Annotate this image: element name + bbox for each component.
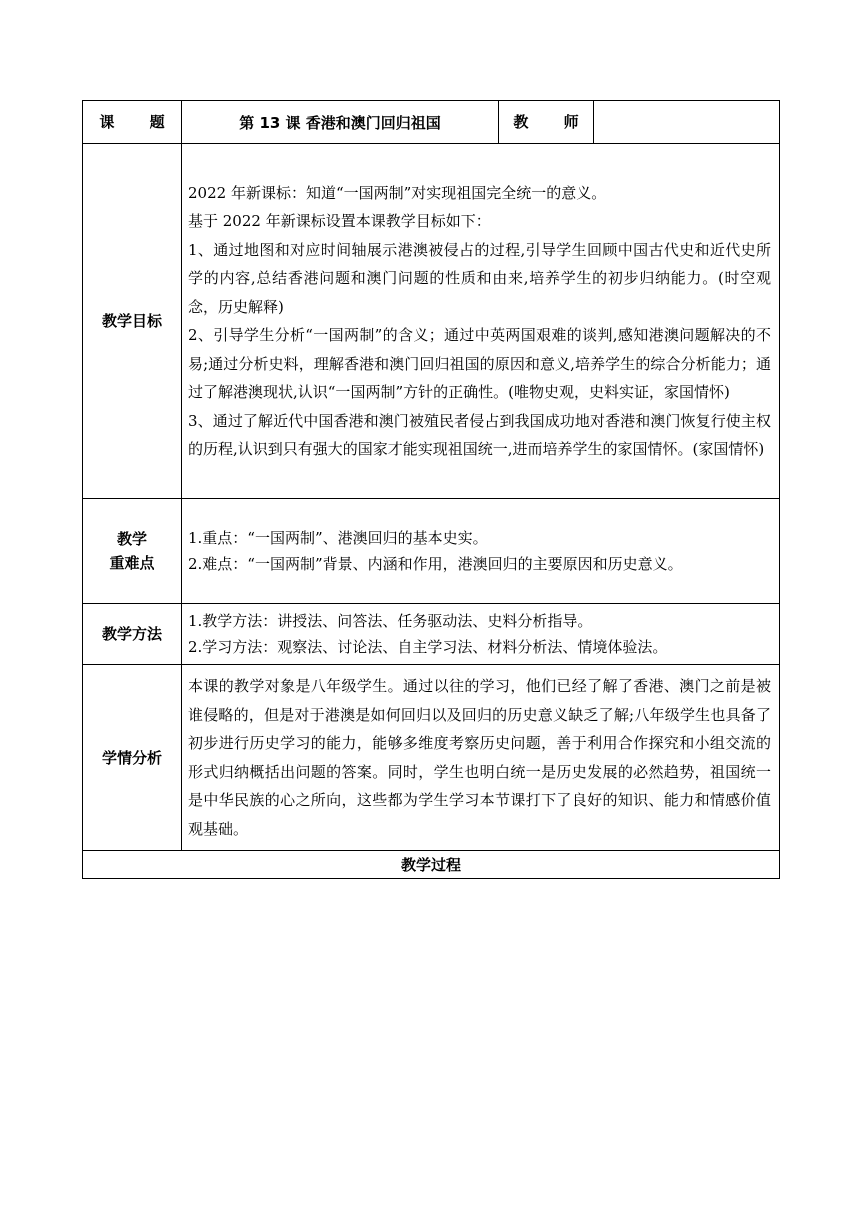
key-points-label-line2: 重难点 bbox=[109, 554, 155, 572]
method-line: 1.教学方法：讲授法、问答法、任务驱动法、史料分析指导。 bbox=[188, 612, 593, 630]
key-point-line: 2.难点：“一国两制”背景、内涵和作用，港澳回归的主要原因和历史意义。 bbox=[188, 555, 683, 573]
key-point-line: 1.重点：“一国两制”、港澳回归的基本史实。 bbox=[188, 529, 488, 547]
process-row bbox=[83, 851, 780, 879]
methods-row bbox=[83, 604, 780, 665]
goals-row bbox=[83, 144, 780, 499]
methods-content bbox=[182, 604, 780, 665]
goals-line: 2、引导学生分析“一国两制”的含义；通过中英两国艰难的谈判,感知港澳问题解决的不易;通过分析史料，理解香港和澳门回归祖国的原因和意义,培养学生的综合分析能力；通过了解港澳现状,认识“一国两制”方针的正确性。(唯物史观，史料实证，家国情怀) bbox=[188, 326, 771, 401]
teacher-value[interactable] bbox=[594, 101, 780, 144]
goals-line: 1、通过地图和对应时间轴展示港澳被侵占的过程,引导学生回顾中国古代史和近代史所学的内容,总结香港问题和澳门问题的性质和由来,培养学生的初步归纳能力。(时空观念，历史解释) bbox=[188, 240, 771, 316]
goals-content bbox=[182, 144, 780, 499]
lesson-plan-table bbox=[82, 100, 780, 879]
header-row bbox=[83, 101, 780, 144]
goals-label: 教学目标 bbox=[83, 144, 182, 499]
teacher-label: 教 师 bbox=[499, 101, 594, 144]
key-points-label-line1: 教学 bbox=[116, 530, 147, 548]
goals-line: 3、通过了解近代中国香港和澳门被殖民者侵占到我国成功地对香港和澳门恢复行使主权的历程,认识到只有强大的国家才能实现祖国统一,进而培养学生的家国情怀。(家国情怀) bbox=[188, 411, 771, 458]
method-line: 2.学习方法：观察法、讨论法、自主学习法、材料分析法、情境体验法。 bbox=[188, 638, 668, 656]
goals-line: 2022 年新课标：知道“一国两制”对实现祖国完全统一的意义。 bbox=[188, 183, 607, 202]
methods-label: 教学方法 bbox=[83, 604, 182, 665]
analysis-label: 学情分析 bbox=[83, 665, 182, 851]
process-label: 教学过程 bbox=[83, 851, 780, 879]
analysis-row bbox=[83, 665, 780, 851]
analysis-content bbox=[182, 665, 780, 851]
key-points-content bbox=[182, 499, 780, 604]
course-label: 课 题 bbox=[83, 101, 182, 144]
analysis-text: 本课的教学对象是八年级学生。通过以往的学习，他们已经了解了香港、澳门之前是被谁侵略的，但是对于港澳是如何回归以及回归的历史意义缺乏了解;八年级学生也具备了初步进行历史学习的能力，能够多维度考察历史问题，善于利用合作探究和小组交流的形式归纳概括出问题的答案。同时，学生也明白统一是历史发展的必然趋势，祖国统一是中华民族的心之所向，这些都为学生学习本节课打下了良好的知识、能力和情感价值观基础。 bbox=[188, 677, 771, 838]
lesson-title: 第 13 课 香港和澳门回归祖国 bbox=[182, 101, 499, 144]
goals-line: 基于 2022 年新课标设置本课教学目标如下： bbox=[188, 212, 491, 230]
key-points-row bbox=[83, 499, 780, 604]
key-points-label bbox=[83, 499, 182, 604]
